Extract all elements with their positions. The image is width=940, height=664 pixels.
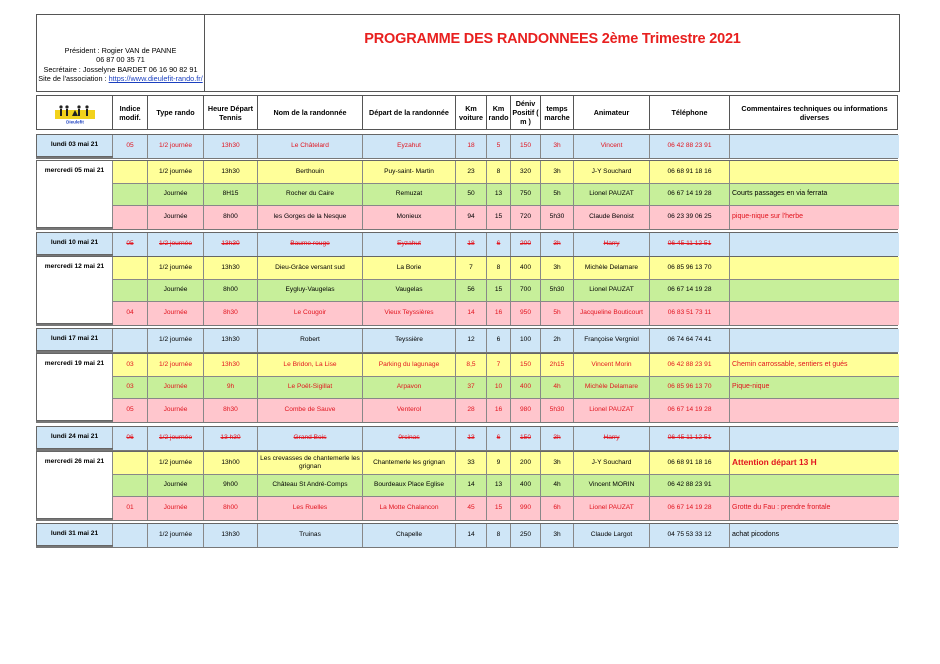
cell-depart: Chapelle [363, 524, 456, 547]
cell-depart: Chantemerle les grignan [363, 452, 456, 474]
day-date: lundi 24 mai 21 [37, 427, 113, 448]
cell-km-rando: 8 [487, 161, 511, 183]
president-phone: 06 87 00 35 71 [96, 55, 145, 65]
cell-animateur: Michèle Delamare [574, 257, 650, 279]
table-row [113, 184, 899, 207]
cell-depart: La Motte Chalancon [363, 497, 456, 520]
cell-heure: 8h00 [204, 206, 258, 229]
cell-indice: 03 [113, 354, 148, 376]
cell-deniv: 200 [511, 452, 541, 474]
cell-heure: 13h30 [204, 161, 258, 183]
cell-nom: les Gorges de la Nesque [258, 206, 363, 229]
cell-km-rando: 8 [487, 257, 511, 279]
cell-heure: 9h [204, 377, 258, 399]
cell-km-voiture: 14 [456, 475, 487, 497]
cell-depart: Parking du lagunage [363, 354, 456, 376]
header-temps: temps marche [541, 96, 574, 129]
cell-indice: 04 [113, 302, 148, 325]
day-date: lundi 17 mai 21 [37, 329, 113, 350]
cell-heure: 13h30 [204, 354, 258, 376]
cell-type: Journée [148, 475, 204, 497]
table-row [113, 524, 899, 547]
day-date: mercredi 05 mai 21 [37, 161, 113, 227]
table-row [113, 233, 899, 256]
cell-indice [113, 329, 148, 352]
header-animateur: Animateur [574, 96, 650, 129]
cell-indice: 05 [113, 135, 148, 158]
cell-temps: 5h [541, 184, 574, 206]
table-row [113, 354, 899, 377]
cell-km-voiture: 8,5 [456, 354, 487, 376]
cell-indice [113, 161, 148, 183]
cell-telephone: 04 75 53 33 12 [650, 524, 730, 547]
cell-nom: Grand Bois [258, 427, 363, 450]
cell-animateur: Lionel PAUZAT [574, 184, 650, 206]
cell-indice [113, 452, 148, 474]
cell-km-rando: 6 [487, 233, 511, 256]
day-date: mercredi 19 mai 21 [37, 354, 113, 420]
cell-km-voiture: 23 [456, 161, 487, 183]
cell-deniv: 750 [511, 184, 541, 206]
day-block [36, 256, 898, 324]
table-row [113, 302, 899, 325]
cell-temps: 2h15 [541, 354, 574, 376]
cell-km-rando: 13 [487, 184, 511, 206]
page-title: PROGRAMME DES RANDONNEES 2ème Trimestre 2021 [364, 31, 741, 47]
cell-km-rando: 15 [487, 206, 511, 229]
cell-animateur: Vincent [574, 135, 650, 158]
cell-animateur: Harry [574, 233, 650, 256]
cell-temps: 3h [541, 427, 574, 450]
table-row [113, 206, 899, 229]
cell-km-voiture: 14 [456, 524, 487, 547]
cell-nom: Robert [258, 329, 363, 352]
cell-commentaire [730, 135, 899, 158]
president-line: Président : Rogier VAN de PANNE [64, 45, 177, 55]
cell-type: Journée [148, 497, 204, 520]
cell-km-rando: 9 [487, 452, 511, 474]
cell-nom: Combe de Sauve [258, 399, 363, 422]
day-block [36, 523, 898, 546]
cell-telephone: 06 67 14 19 28 [650, 497, 730, 520]
day-block [36, 232, 898, 255]
day-block [36, 353, 898, 421]
day-block [36, 160, 898, 228]
cell-animateur: Vincent Morin [574, 354, 650, 376]
cell-animateur: Claude Largot [574, 524, 650, 547]
cell-indice [113, 184, 148, 206]
site-separator: : [102, 74, 109, 84]
cell-type: Journée [148, 399, 204, 422]
cell-heure: 13h30 [204, 233, 258, 256]
cell-indice: 03 [113, 377, 148, 399]
cell-deniv: 400 [511, 475, 541, 497]
cell-commentaire [730, 257, 899, 279]
cell-commentaire: Pique-nique [732, 383, 770, 391]
cell-deniv: 400 [511, 257, 541, 279]
cell-telephone: 06 23 39 06 25 [650, 206, 730, 229]
cell-temps: 3h [541, 257, 574, 279]
cell-heure: 9h00 [204, 475, 258, 497]
cell-telephone: 06 85 96 13 70 [650, 377, 730, 399]
cell-animateur: Michèle Delamare [574, 377, 650, 399]
day-block [36, 451, 898, 519]
cell-indice: 01 [113, 497, 148, 520]
cell-indice [113, 524, 148, 547]
cell-commentaire [730, 475, 899, 497]
table-row [113, 329, 899, 352]
cell-telephone: 06 74 64 74 41 [650, 329, 730, 352]
site-line [38, 74, 202, 84]
cell-temps: 2h [541, 329, 574, 352]
cell-commentaire: Courts passages en via ferrata [732, 190, 828, 198]
cell-deniv: 150 [511, 427, 541, 450]
cell-type: Journée [148, 280, 204, 302]
cell-animateur: Lionel PAUZAT [574, 399, 650, 422]
table-row [113, 280, 899, 303]
cell-telephone: 06 68 91 18 16 [650, 161, 730, 183]
table-row [113, 399, 899, 422]
day-date: mercredi 26 mai 21 [37, 452, 113, 518]
table-row [113, 427, 899, 450]
cell-depart: La Borie [363, 257, 456, 279]
cell-km-voiture: 12 [456, 329, 487, 352]
cell-deniv: 700 [511, 280, 541, 302]
cell-nom: Baume rouge [258, 233, 363, 256]
cell-nom: Château St André-Comps [258, 475, 363, 497]
cell-type: 1/2 journée [148, 135, 204, 158]
cell-nom: Berthouin [258, 161, 363, 183]
cell-temps: 4h [541, 475, 574, 497]
cell-nom: Le Châtelard [258, 135, 363, 158]
cell-type: 1/2 journée [148, 161, 204, 183]
column-header-row [36, 95, 898, 130]
cell-animateur: Lionel PAUZAT [574, 280, 650, 302]
cell-km-rando: 16 [487, 399, 511, 422]
cell-commentaire [730, 427, 899, 450]
cell-km-voiture: 94 [456, 206, 487, 229]
cell-type: 1/2 journée [148, 452, 204, 474]
cell-depart: Monieux [363, 206, 456, 229]
cell-commentaire [730, 329, 899, 352]
cell-commentaire: pique-nique sur l'herbe [732, 213, 803, 221]
header-indice: Indice modif. [113, 96, 148, 129]
cell-nom: Le Bridon, La Lise [258, 354, 363, 376]
cell-temps: 3h [541, 233, 574, 256]
table-row [113, 377, 899, 400]
cell-temps: 5h30 [541, 399, 574, 422]
cell-heure: 13h30 [204, 524, 258, 547]
cell-commentaire: Grotte du Fau : prendre frontale [732, 504, 831, 512]
header-commentaire: Commentaires techniques ou informations diverses [741, 103, 888, 122]
cell-type: Journée [148, 377, 204, 399]
cell-temps: 5h [541, 302, 574, 325]
header-km-voiture: Km voiture [456, 96, 487, 129]
cell-depart: Remuzat [363, 184, 456, 206]
cell-temps: 3h [541, 452, 574, 474]
header-depart: Départ de la randonnée [363, 96, 456, 129]
cell-deniv: 150 [511, 354, 541, 376]
cell-indice [113, 475, 148, 497]
cell-temps: 3h [541, 524, 574, 547]
cell-deniv: 100 [511, 329, 541, 352]
cell-km-rando: 16 [487, 302, 511, 325]
cell-km-voiture: 56 [456, 280, 487, 302]
cell-km-rando: 5 [487, 135, 511, 158]
cell-temps: 3h [541, 135, 574, 158]
cell-km-rando: 6 [487, 329, 511, 352]
cell-commentaire [730, 302, 899, 325]
cell-type: 1/2 journée [148, 257, 204, 279]
header-km-rando: Km rando [487, 96, 511, 129]
cell-nom: Les crevasses de chantemerle les grignan [258, 452, 363, 474]
day-date: lundi 03 mai 21 [37, 135, 113, 156]
cell-commentaire [730, 161, 899, 183]
logo-text: Dieulefit [65, 119, 84, 124]
cell-heure: 13h00 [204, 452, 258, 474]
cell-temps: 3h [541, 161, 574, 183]
header-heure: Heure Départ Tennis [204, 96, 258, 129]
cell-commentaire [730, 280, 899, 302]
cell-type: 1/2 journée [148, 233, 204, 256]
cell-indice: 05 [113, 233, 148, 256]
cell-telephone: 06 45 11 12 51 [650, 233, 730, 256]
day-date: lundi 10 mai 21 [37, 233, 113, 254]
cell-commentaire [730, 233, 899, 256]
cell-telephone: 06 45 11 12 51 [650, 427, 730, 450]
cell-deniv: 720 [511, 206, 541, 229]
cell-telephone: 06 42 88 23 91 [650, 475, 730, 497]
cell-km-rando: 6 [487, 427, 511, 450]
cell-km-rando: 13 [487, 475, 511, 497]
cell-telephone: 06 68 91 18 16 [650, 452, 730, 474]
cell-km-voiture: 50 [456, 184, 487, 206]
cell-km-voiture: 14 [456, 302, 487, 325]
cell-deniv: 150 [511, 135, 541, 158]
cell-telephone: 06 67 14 19 28 [650, 280, 730, 302]
cell-depart: Vaugelas [363, 280, 456, 302]
cell-heure: 13 h30 [204, 427, 258, 450]
cell-nom: Les Ruelles [258, 497, 363, 520]
cell-heure: 13h30 [204, 135, 258, 158]
cell-deniv: 950 [511, 302, 541, 325]
cell-type: 1/2 journée [148, 524, 204, 547]
cell-nom: Dieu-Grâce versant sud [258, 257, 363, 279]
header-nom: Nom de la randonnée [258, 96, 363, 129]
cell-km-voiture: 45 [456, 497, 487, 520]
cell-type: Journée [148, 302, 204, 325]
cell-km-rando: 7 [487, 354, 511, 376]
cell-animateur: Jacqueline Bouticourt [574, 302, 650, 325]
day-block [36, 328, 898, 351]
cell-deniv: 200 [511, 233, 541, 256]
cell-heure: 8H15 [204, 184, 258, 206]
cell-deniv: 250 [511, 524, 541, 547]
cell-depart: Vieux Teyssières [363, 302, 456, 325]
cell-type: Journée [148, 184, 204, 206]
cell-animateur: Harry [574, 427, 650, 450]
cell-km-rando: 15 [487, 280, 511, 302]
day-block [36, 426, 898, 449]
table-row [113, 161, 899, 184]
association-logo [52, 101, 98, 125]
cell-km-voiture: 18 [456, 233, 487, 256]
day-date: mercredi 12 mai 21 [37, 257, 113, 323]
cell-km-voiture: 13 [456, 427, 487, 450]
cell-km-rando: 10 [487, 377, 511, 399]
cell-heure: 8h00 [204, 497, 258, 520]
cell-commentaire: Chemin carrossable, sentiers et gués [732, 360, 848, 368]
table-row [113, 452, 899, 475]
cell-commentaire [730, 399, 899, 422]
cell-nom: Le Poët-Sigillat [258, 377, 363, 399]
cell-animateur: Lionel PAUZAT [574, 497, 650, 520]
cell-depart: Eyzahut [363, 135, 456, 158]
cell-km-voiture: 37 [456, 377, 487, 399]
cell-heure: 8h30 [204, 302, 258, 325]
cell-depart: Teyssière [363, 329, 456, 352]
secretary-line: Secrétaire : Josselyne BARDET 06 16 90 82 91 [43, 64, 198, 74]
site-link[interactable]: https://www.dieulefit-rando.fr/ [108, 74, 203, 84]
cell-depart: Eyzahut [363, 233, 456, 256]
cell-deniv: 400 [511, 377, 541, 399]
cell-commentaire: achat picodons [732, 531, 780, 539]
cell-animateur: J-Y Souchard [574, 452, 650, 474]
cell-type: 1/2 journée [148, 427, 204, 450]
cell-indice [113, 280, 148, 302]
cell-commentaire: Attention départ 13 H [732, 456, 817, 467]
cell-nom: Truinas [258, 524, 363, 547]
cell-deniv: 990 [511, 497, 541, 520]
cell-temps: 4h [541, 377, 574, 399]
cell-km-rando: 8 [487, 524, 511, 547]
cell-indice: 05 [113, 399, 148, 422]
cell-type: 1/2 journée [148, 354, 204, 376]
cell-km-voiture: 18 [456, 135, 487, 158]
header-telephone: Téléphone [650, 96, 730, 129]
header-date [37, 96, 113, 129]
site-label: Site de l'association [38, 74, 103, 84]
cell-heure: 8h00 [204, 280, 258, 302]
cell-nom: Rocher du Caire [258, 184, 363, 206]
cell-temps: 5h30 [541, 206, 574, 229]
cell-km-voiture: 33 [456, 452, 487, 474]
cell-heure: 8h30 [204, 399, 258, 422]
day-block [36, 134, 898, 157]
cell-telephone: 06 42 88 23 91 [650, 354, 730, 376]
cell-deniv: 980 [511, 399, 541, 422]
cell-heure: 13h30 [204, 257, 258, 279]
cell-depart: Bourdeaux Place Eglise [363, 475, 456, 497]
cell-nom: Eygluy-Vaugelas [258, 280, 363, 302]
cell-depart: 0rcinas [363, 427, 456, 450]
cell-indice [113, 257, 148, 279]
table-row [113, 475, 899, 498]
cell-animateur: J-Y Souchard [574, 161, 650, 183]
contact-info [37, 15, 205, 91]
cell-indice [113, 206, 148, 229]
cell-depart: Venterol [363, 399, 456, 422]
cell-telephone: 06 67 14 19 28 [650, 399, 730, 422]
cell-depart: Puy-saint- Martin [363, 161, 456, 183]
cell-telephone: 06 85 96 13 70 [650, 257, 730, 279]
cell-heure: 13h30 [204, 329, 258, 352]
day-date: lundi 31 mai 21 [37, 524, 113, 545]
cell-km-voiture: 7 [456, 257, 487, 279]
table-row [113, 497, 899, 520]
cell-telephone: 06 83 51 73 11 [650, 302, 730, 325]
cell-telephone: 06 67 14 19 28 [650, 184, 730, 206]
cell-indice: 06 [113, 427, 148, 450]
table-row [113, 257, 899, 280]
cell-nom: Le Cougoir [258, 302, 363, 325]
header-type: Type rando [148, 96, 204, 129]
table-row [113, 135, 899, 158]
header-deniv: Déniv Positif ( m ) [511, 96, 541, 129]
cell-animateur: Vincent MORIN [574, 475, 650, 497]
cell-animateur: Claude Benoist [574, 206, 650, 229]
header [36, 14, 900, 92]
cell-animateur: Françoise Vergniol [574, 329, 650, 352]
cell-km-voiture: 28 [456, 399, 487, 422]
cell-temps: 5h30 [541, 280, 574, 302]
cell-temps: 6h [541, 497, 574, 520]
cell-deniv: 320 [511, 161, 541, 183]
cell-depart: Arpavon [363, 377, 456, 399]
cell-telephone: 06 42 88 23 91 [650, 135, 730, 158]
cell-type: 1/2 journée [148, 329, 204, 352]
cell-km-rando: 15 [487, 497, 511, 520]
cell-type: Journée [148, 206, 204, 229]
